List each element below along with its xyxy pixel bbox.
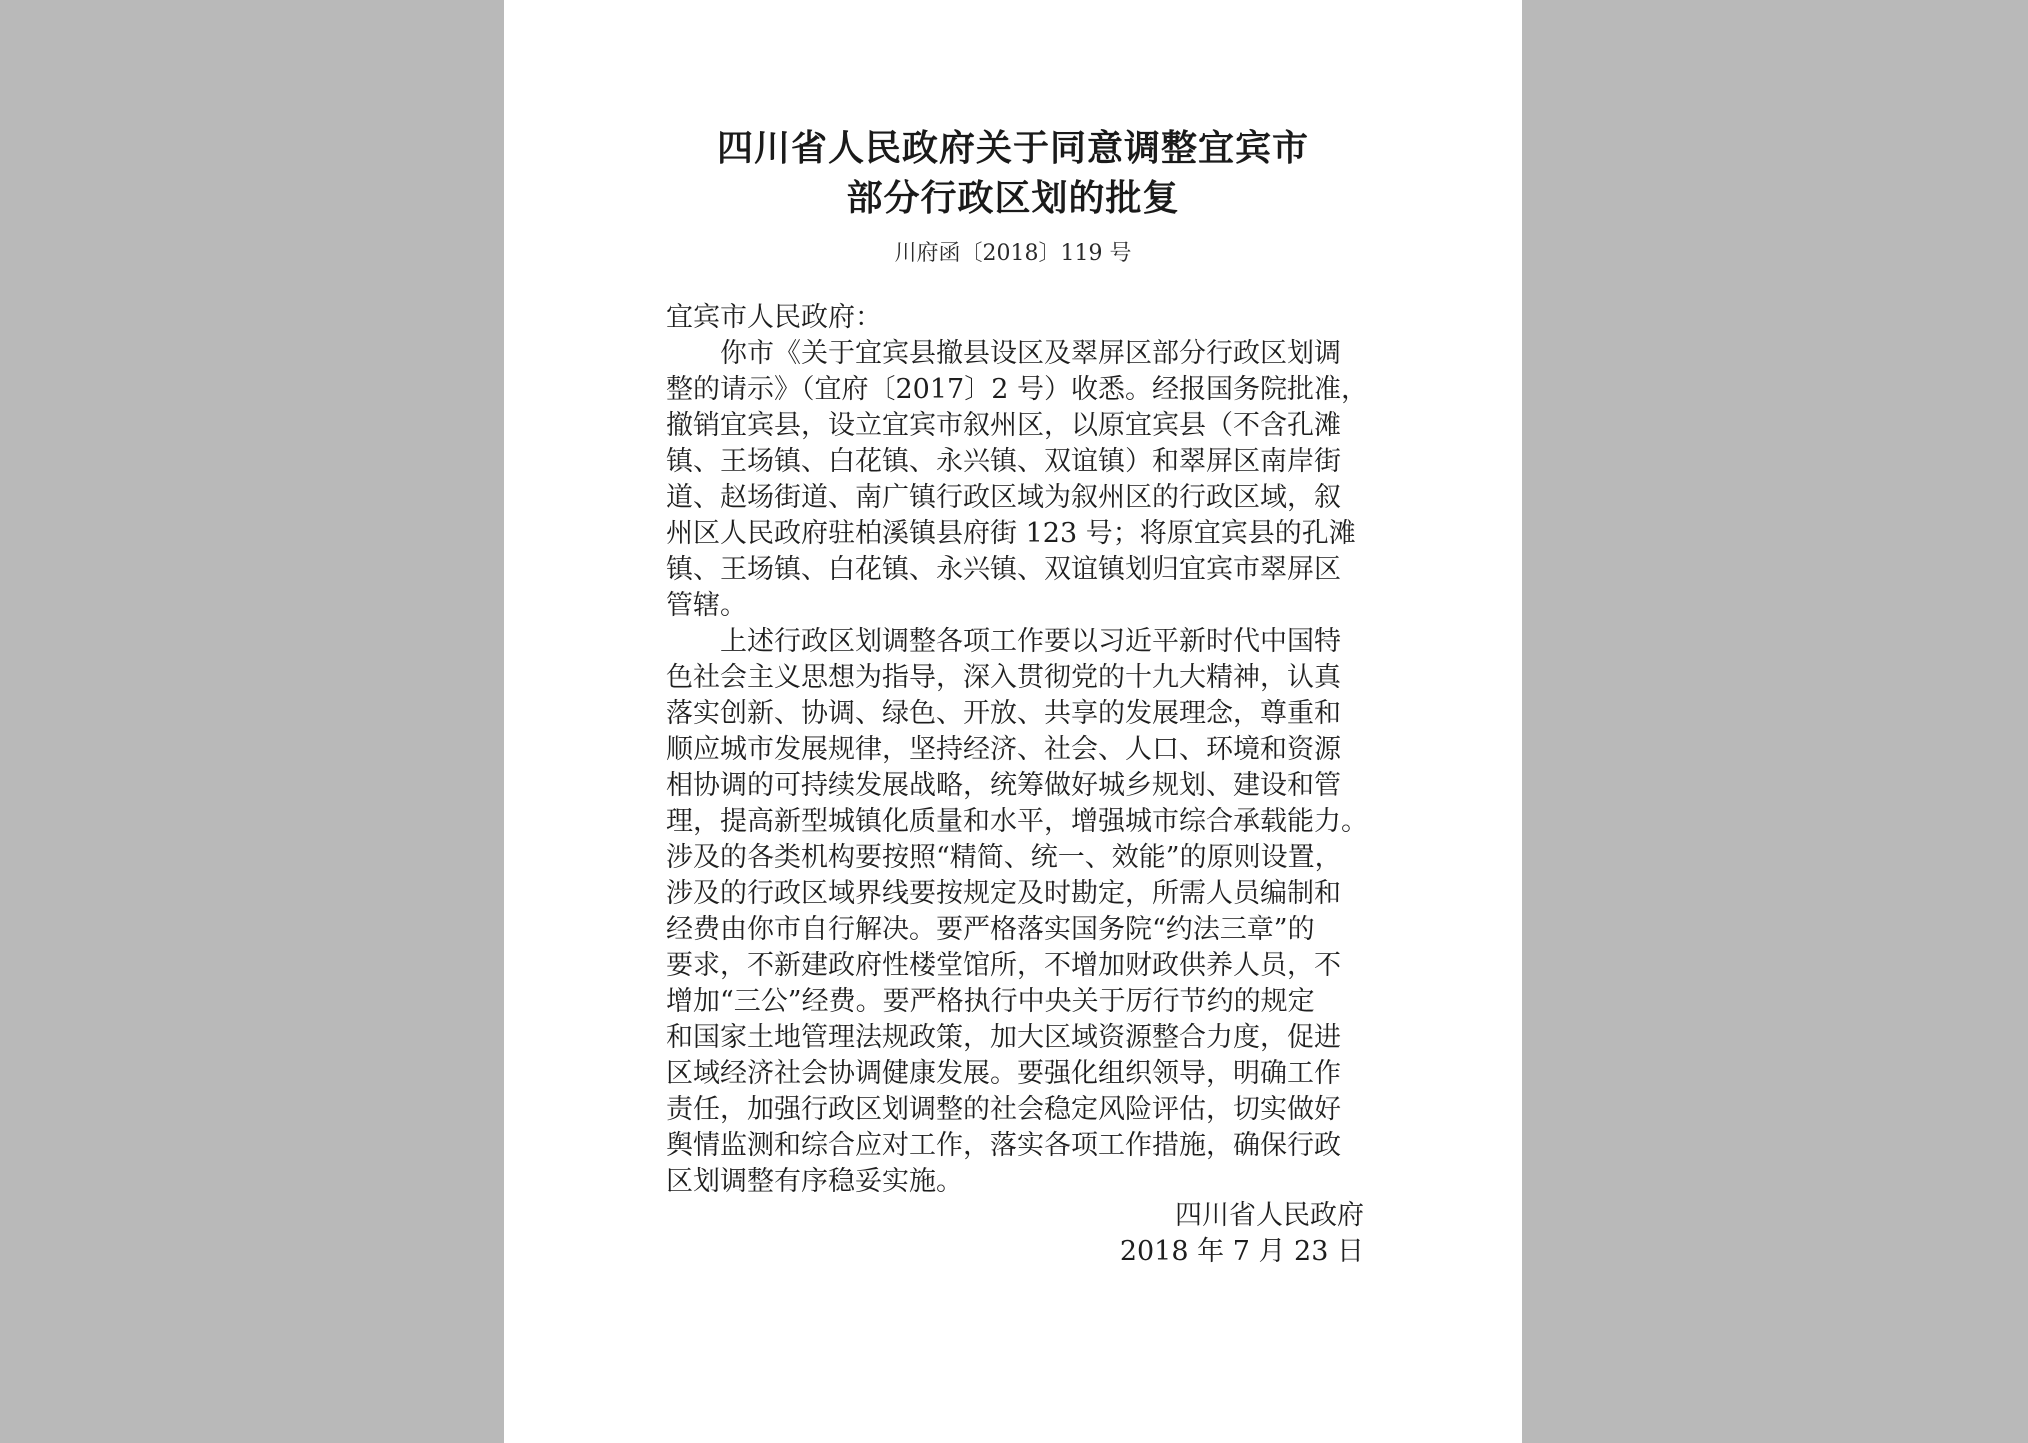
paragraph-line: 你市《关于宜宾县撤县设区及翠屏区部分行政区划调 — [720, 338, 1341, 369]
paragraph-line: 道、赵场街道、南广镇行政区域为叙州区的行政区域，叙 — [666, 482, 1341, 513]
paragraph-line: 增加“三公”经费。要严格执行中央关于厉行节约的规定 — [666, 986, 1315, 1017]
paragraph-line: 上述行政区划调整各项工作要以习近平新时代中国特 — [720, 626, 1341, 657]
document-title-line-1: 四川省人民政府关于同意调整宜宾市 — [716, 127, 1309, 169]
paragraph-line: 相协调的可持续发展战略，统筹做好城乡规划、建设和管 — [666, 770, 1341, 801]
document-number: 川府函〔2018〕119 号 — [894, 241, 1132, 266]
document-title-line-2: 部分行政区划的批复 — [846, 177, 1180, 219]
paragraph-line: 要求，不新建政府性楼堂馆所，不增加财政供养人员，不 — [666, 950, 1341, 981]
paragraph-line: 和国家土地管理法规政策，加大区域资源整合力度，促进 — [666, 1022, 1341, 1053]
paragraph-line: 镇、王场镇、白花镇、永兴镇、双谊镇划归宜宾市翠屏区 — [666, 554, 1341, 585]
paragraph-line: 区划调整有序稳妥实施。 — [666, 1166, 963, 1197]
paragraph-line: 区域经济社会协调健康发展。要强化组织领导，明确工作 — [666, 1058, 1341, 1089]
paragraph-line: 涉及的各类机构要按照“精简、统一、效能”的原则设置， — [666, 842, 1342, 873]
paragraph-line: 管辖。 — [666, 590, 747, 621]
paragraph-line: 州区人民政府驻柏溪镇县府街 123 号；将原宜宾县的孔滩 — [666, 518, 1356, 549]
paragraph-line: 落实创新、协调、绿色、开放、共享的发展理念，尊重和 — [666, 698, 1341, 729]
paragraph-line: 色社会主义思想为指导，深入贯彻党的十九大精神，认真 — [666, 662, 1341, 693]
paragraph-line: 镇、王场镇、白花镇、永兴镇、双谊镇）和翠屏区南岸街 — [666, 446, 1341, 477]
document-page — [504, 0, 1522, 1443]
paragraph-line: 顺应城市发展规律，坚持经济、社会、人口、环境和资源 — [666, 734, 1341, 765]
paragraph-line: 责任，加强行政区划调整的社会稳定风险评估，切实做好 — [666, 1094, 1341, 1125]
signature: 四川省人民政府 — [1175, 1200, 1364, 1231]
paragraph-2 — [666, 624, 1366, 1200]
paragraph-line: 舆情监测和综合应对工作，落实各项工作措施，确保行政 — [666, 1130, 1341, 1161]
paragraph-line: 经费由你市自行解决。要严格落实国务院“约法三章”的 — [666, 914, 1315, 945]
paragraph-line: 涉及的行政区域界线要按规定及时勘定，所需人员编制和 — [666, 878, 1341, 909]
document-body — [666, 300, 1366, 1200]
salutation: 宜宾市人民政府： — [666, 302, 882, 333]
paragraph-line: 整的请示》（宜府〔2017〕2 号）收悉。经报国务院批准， — [666, 374, 1368, 405]
paragraph-line: 撤销宜宾县，设立宜宾市叙州区，以原宜宾县（不含孔滩 — [666, 410, 1341, 441]
paragraph-1 — [666, 336, 1366, 624]
paragraph-line: 理，提高新型城镇化质量和水平，增强城市综合承载能力。 — [666, 806, 1368, 837]
signature-date: 2018 年 7 月 23 日 — [1119, 1236, 1364, 1267]
